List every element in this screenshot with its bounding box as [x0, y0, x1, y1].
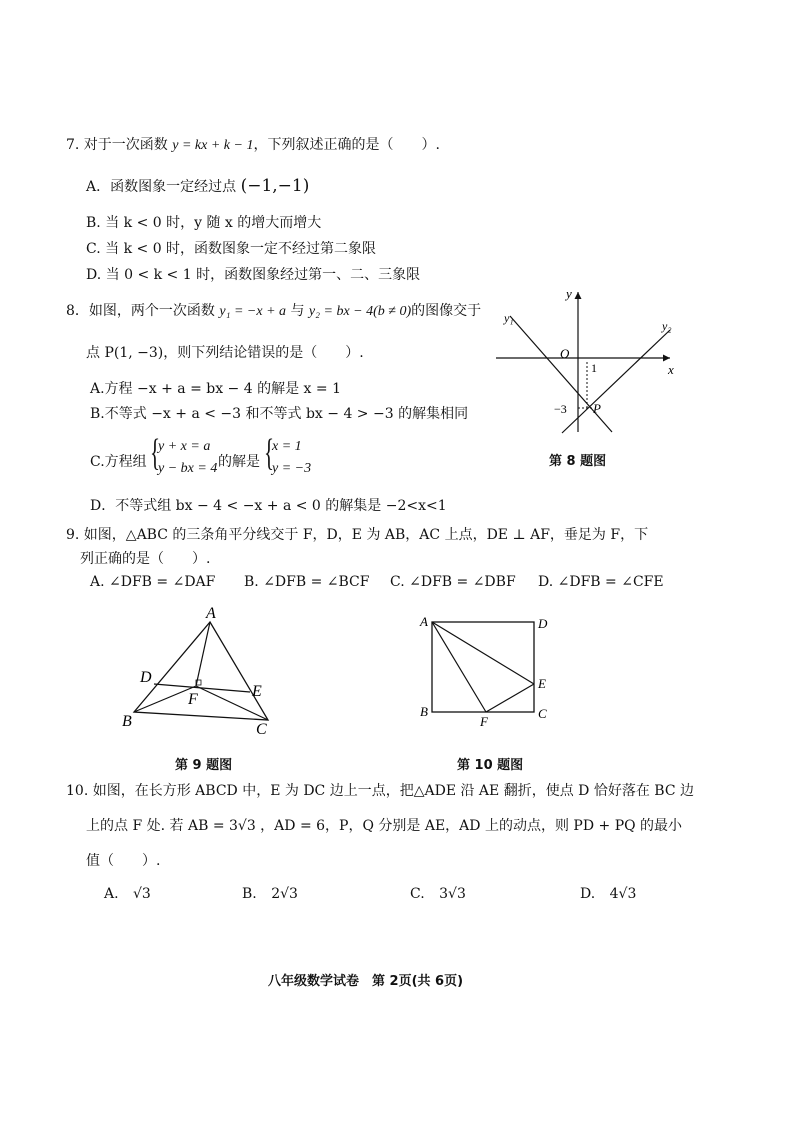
q7-stem-prefix: 7. 对于一次函数: [66, 137, 168, 153]
q10-option-b-value: 2√3: [271, 886, 298, 902]
q8-brace-1: {: [150, 432, 161, 474]
q9-stem-line1: 9. 如图，△ABC 的三条角平分线交于 F，D，E 为 AB，AC 上点，DE ⊥ AF，垂足为 F，下: [66, 527, 649, 543]
q9-triangle-abc: [134, 622, 268, 720]
q9-figure: [116, 602, 296, 742]
q7-option-b: [86, 212, 321, 232]
q10-label-e: E: [538, 676, 546, 691]
q9-label-a: A: [206, 605, 216, 622]
q7-stem-formula: y = kx + k − 1: [172, 138, 254, 153]
q9-segment-bf: [134, 686, 196, 712]
q7-option-d: [86, 264, 420, 284]
q7-option-d-text: 当 0 < k < 1 时，函数图象经过第一、二、三象限: [105, 267, 421, 283]
q8-stem-function-2: y₂ = bx − 4(b ≠ 0): [308, 304, 412, 319]
q8-figure-caption: 第 8 题图: [549, 454, 607, 469]
q8-brace-2: {: [264, 432, 275, 474]
q10-option-b-label: B.: [242, 886, 257, 902]
q8-tick-y-label: −3: [554, 402, 567, 416]
q8-tick-x-label: 1: [591, 361, 597, 375]
q8-stem-prefix: 8．如图，两个一次函数: [66, 303, 215, 319]
q10-rectangle-abcd: [432, 622, 534, 712]
q9-option-c: C. ∠DFB = ∠DBF: [390, 574, 516, 590]
q9-option-d: D. ∠DFB = ∠CFE: [538, 574, 664, 590]
q10-option-c-label: C.: [410, 886, 425, 902]
q7-stem-suffix: ，下列叙述正确的是（ ）.: [253, 137, 440, 153]
q8-option-c-prefix: C.方程组: [90, 454, 147, 470]
q8-stem-line2: 点 P(1, −3)，则下列结论错误的是（ ）.: [86, 345, 364, 361]
q10-figure: [416, 610, 566, 730]
q7-option-b-label: B.: [86, 215, 106, 231]
q8-system-2-row1: x = 1: [272, 439, 302, 454]
q7-option-a: [86, 176, 309, 196]
q8-figure: [490, 282, 690, 442]
q8-stem-line1: [66, 300, 481, 320]
q9-stem-line2: 列正确的是（ ）.: [80, 551, 211, 567]
q9-label-b: B: [122, 713, 132, 730]
q8-stem-connector: 与: [290, 303, 305, 319]
q10-stem-line3: 值（ ）.: [86, 853, 161, 869]
q10-option-a-label: A.: [104, 886, 119, 902]
q9-option-b: B. ∠DFB = ∠BCF: [244, 574, 370, 590]
q8-line-y1-label: y₁: [504, 311, 514, 325]
q8-origin-label: O: [560, 346, 570, 361]
q10-segment-af: [432, 622, 486, 712]
q8-system-2-row2: y = −3: [272, 461, 312, 476]
q10-option-c: [410, 886, 466, 902]
q10-label-a: A: [420, 614, 428, 629]
q8-x-axis-label: x: [668, 362, 674, 377]
q9-label-f: F: [188, 691, 198, 708]
q10-segment-fe: [486, 684, 534, 712]
q9-option-a: A. ∠DFB = ∠DAF: [90, 574, 216, 590]
q7-option-a-math: (−1,−1): [240, 176, 310, 196]
q10-option-a-value: √3: [133, 886, 151, 902]
q8-option-b: B.不等式 −x + a < −3 和不等式 bx − 4 > −3 的解集相同: [90, 406, 469, 422]
q7-option-b-text: 当 k < 0 时，y 随 x 的增大而增大: [105, 215, 322, 231]
q9-segment-de: [154, 684, 250, 692]
q10-label-b: B: [420, 704, 428, 719]
q8-system-1-row1: y + x = a: [158, 439, 211, 454]
q10-label-c: C: [538, 706, 547, 721]
q10-option-d-label: D.: [580, 886, 596, 902]
q7-option-c-text: 当 k < 0 时，函数图象一定不经过第二象限: [105, 241, 377, 257]
q9-label-d: D: [140, 669, 152, 686]
q9-label-e: E: [252, 683, 262, 700]
q8-stem-suffix: 的图像交于: [411, 303, 482, 319]
q9-label-c: C: [256, 721, 267, 738]
q8-stem-function-1: y₁ = −x + a: [219, 304, 287, 319]
q10-option-a: [104, 886, 151, 902]
q8-option-d: D．不等式组 bx − 4 < −x + a < 0 的解集是 −2<x<1: [90, 498, 447, 514]
q9-figure-caption: 第 9 题图: [175, 758, 233, 773]
q10-option-d-value: 4√3: [609, 886, 637, 902]
q8-system-1-row2: y − bx = 4: [158, 461, 218, 476]
q8-line-y2-label: y₂: [662, 319, 672, 333]
q10-option-d: [580, 886, 636, 902]
q8-y-axis-label: y: [566, 286, 572, 301]
q10-stem-line2: 上的点 F 处. 若 AB = 3√3 ，AD = 6，P，Q 分别是 AE，AD 上的动点，则 PD + PQ 的最小: [86, 818, 683, 834]
page-footer: 八年级数学试卷 第 2页(共 6页): [268, 974, 464, 989]
q10-option-b: [242, 886, 298, 902]
q10-stem-line1: 10. 如图，在长方形 ABCD 中，E 为 DC 边上一点，把△ADE 沿 AE 翻折，使点 D 恰好落在 BC 边: [66, 783, 695, 799]
q10-label-d: D: [538, 616, 548, 631]
q7-stem: [66, 134, 440, 154]
q8-option-a: A.方程 −x + a = bx − 4 的解是 x = 1: [90, 381, 341, 397]
q10-segment-ae: [432, 622, 534, 684]
q8-point-p-label: P: [593, 401, 601, 416]
q7-option-d-label: D.: [86, 267, 106, 283]
q10-label-f: F: [480, 714, 488, 729]
q7-option-c: [86, 238, 376, 258]
q10-figure-caption: 第 10 题图: [457, 758, 524, 773]
q7-option-c-label: C.: [86, 241, 106, 257]
q7-option-a-label: A．: [86, 179, 111, 195]
q10-option-c-value: 3√3: [439, 886, 466, 902]
q7-option-a-text: 函数图象一定经过点: [110, 179, 237, 195]
q8-option-c-mid: 的解是: [218, 454, 260, 470]
q9-segment-af: [196, 622, 210, 686]
